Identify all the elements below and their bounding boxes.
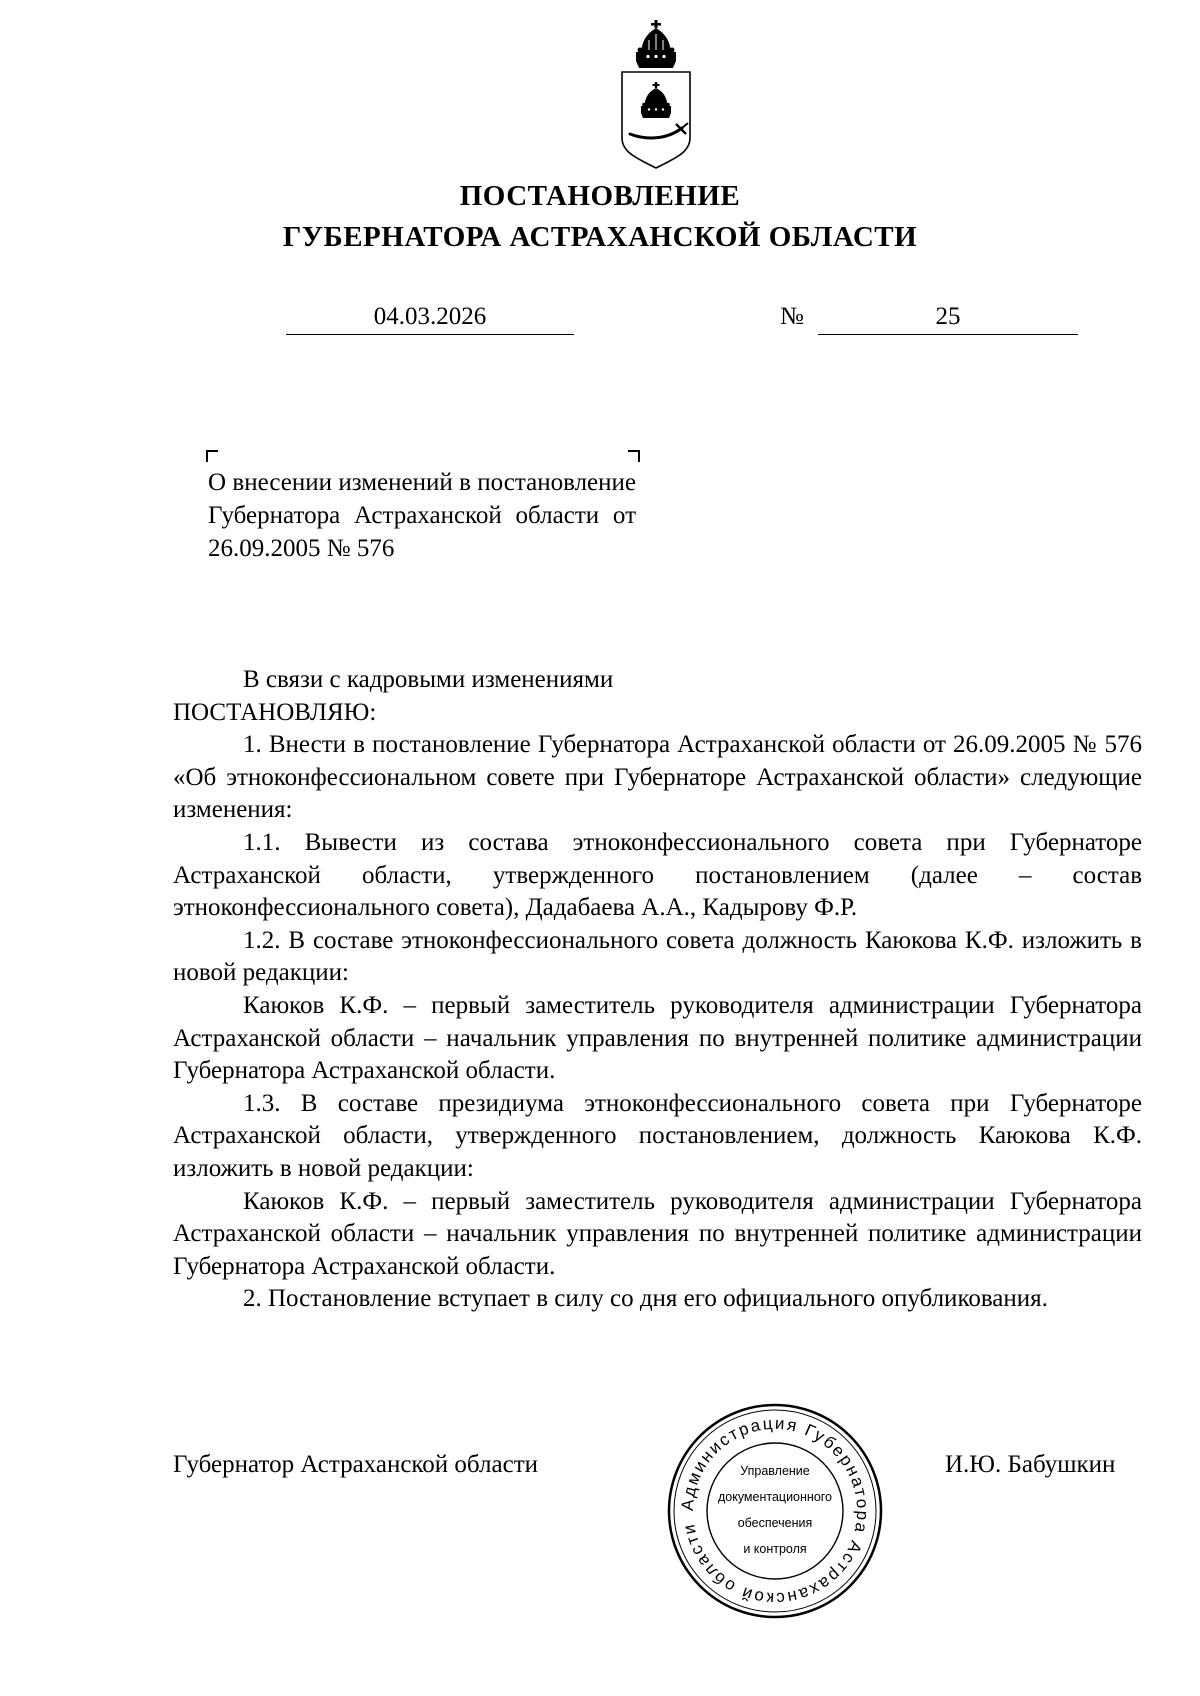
issuer-title: ГУБЕРНАТОРА АСТРАХАНСКОЙ ОБЛАСТИ: [282, 221, 918, 253]
resolve-word: ПОСТАНОВЛЯЮ:: [173, 698, 377, 726]
paragraph-1-2: 1.2. В составе этноконфессионального совета должность Каюкова К.Ф. изложить в новой редакции:: [173, 926, 1142, 987]
paragraph-2: 2. Постановление вступает в силу со дня его официального опубликования.: [243, 1285, 1048, 1313]
astrakhan-coat-of-arms-icon: [616, 20, 696, 170]
seal-inner-line-1: Управление: [740, 1464, 810, 1478]
preamble: В связи с кадровыми изменениями: [243, 666, 614, 693]
paragraph-1: 1. Внести в постановление Губернатора Астраханской области от 26.09.2005 № 576 «Об этноконфессиональном совете при Губернаторе Астраханской области» следующие изменения:: [173, 731, 1142, 824]
seal-inner-line-3: обеспечения: [737, 1516, 813, 1530]
document-number: 25: [818, 300, 1078, 335]
seal-ring-text: Администрация Губернатора Астраханской области: [677, 1413, 873, 1609]
signatory-name: И.Ю. Бабушкин: [945, 1451, 1116, 1478]
paragraph-1-3: 1.3. В составе президиума этноконфессионального совета при Губернаторе Астраханской области, утвержденного постановлением, должность Каюкова К.Ф. изложить в новой редакции:: [173, 1089, 1142, 1182]
paragraph-1-2-text: Каюков К.Ф. – первый заместитель руководителя администрации Губернатора Астраханской области – начальник управления по внутренней политике администрации Губернатора Астраханской области.: [173, 991, 1142, 1085]
subject-corner-right: [628, 450, 640, 462]
seal-inner-line-2: документационного: [717, 1490, 833, 1504]
document-body: [173, 664, 1142, 1316]
number-sign: №: [780, 303, 804, 330]
paragraph-1-1: 1.1. Вывести из состава этноконфессионального совета при Губернаторе Астраханской области, утвержденного постановлением (далее – состав этноконфессионального совета), Дадабаева А.А., Кадырову Ф.Р.: [173, 828, 1142, 922]
seal-inner-line-4: и контроля: [743, 1542, 807, 1556]
paragraph-1-3-text: Каюков К.Ф. – первый заместитель руководителя администрации Губернатора Астраханской области – начальник управления по внутренней политике администрации Губернатора Астраханской области.: [173, 1187, 1142, 1280]
document-subject: О внесении изменений в постановление Губернатора Астраханской области от 26.09.2005 № 576: [208, 469, 636, 562]
document-date: 04.03.2026: [286, 300, 574, 335]
signatory-position: Губернатор Астраханской области: [173, 1451, 539, 1478]
document-type-title: ПОСТАНОВЛЕНИЕ: [459, 180, 741, 212]
subject-corner-left: [206, 450, 218, 462]
seal-inner-text: [711, 1458, 839, 1562]
